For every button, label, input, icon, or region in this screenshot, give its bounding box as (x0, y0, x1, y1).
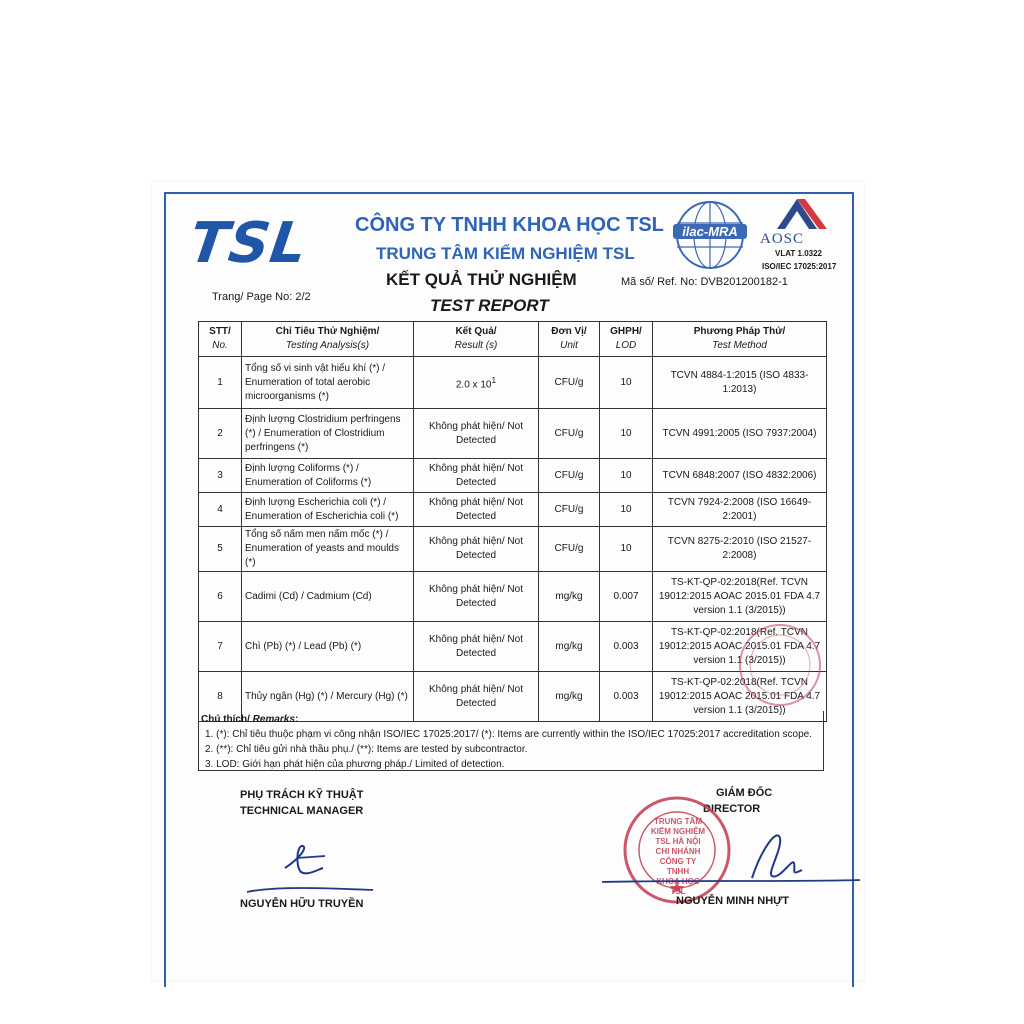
table-row (199, 409, 827, 459)
row-method: TCVN 4884-1:2015 (ISO 4833-1:2013) (653, 357, 827, 409)
row-analysis: Cadimi (Cd) / Cadmium (Cd) (242, 572, 414, 622)
remarks-heading: Chú thích/ Remarks: (201, 714, 299, 725)
row-analysis: Định lượng Clostridium perfringens (*) / Enumeration of Clostridium perfringens (*) (242, 409, 414, 459)
aosc-iso: ISO/IEC 17025:2017 (762, 262, 837, 271)
table-row (199, 493, 827, 527)
row-method: TCVN 4991:2005 (ISO 7937:2004) (653, 409, 827, 459)
row-method: TCVN 8275-2:2010 (ISO 21527-2:2008) (653, 527, 827, 572)
row-lod: 0.007 (600, 572, 653, 622)
director-title-en: DIRECTOR (703, 803, 761, 815)
report-title-vi: KẾT QUẢ THỬ NGHIỆM (386, 270, 577, 289)
row-analysis: Định lượng Coliforms (*) / Enumeration of Coliforms (*) (242, 459, 414, 493)
ilac-mra-label: ilac-MRA (673, 224, 747, 239)
row-lod: 0.003 (600, 622, 653, 672)
row-analysis: Tổng số nấm men nấm mốc (*) / Enumeration of yeasts and moulds (*) (242, 527, 414, 572)
row-unit: CFU/g (539, 357, 600, 409)
header-lod: GHPH/ LOD (600, 322, 653, 357)
technical-manager-title-vi: PHỤ TRÁCH KỸ THUẬT (240, 789, 364, 801)
row-unit: mg/kg (539, 622, 600, 672)
row-unit: mg/kg (539, 672, 600, 722)
table-row (199, 527, 827, 572)
row-lod: 0.003 (600, 672, 653, 722)
aosc-vlat: VLAT 1.0322 (775, 249, 822, 258)
table-row (199, 459, 827, 493)
row-lod: 10 (600, 493, 653, 527)
row-result: Không phát hiện/ Not Detected (414, 622, 539, 672)
row-unit: CFU/g (539, 459, 600, 493)
table-header-row (199, 322, 827, 357)
row-result: Không phát hiện/ Not Detected (414, 672, 539, 722)
row-result: Không phát hiện/ Not Detected (414, 459, 539, 493)
table-row (199, 622, 827, 672)
row-unit: CFU/g (539, 409, 600, 459)
technical-manager-title-en: TECHNICAL MANAGER (240, 805, 364, 817)
remarks-box (198, 711, 824, 771)
remark-item: 2. (**): Chỉ tiêu gửi nhà thầu phụ./ (**): Items are tested by subcontractor. (205, 744, 528, 755)
row-method: TS-KT-QP-02:2018(Ref. TCVN 19012:2015 AOAC 2015.01 FDA 4.7 version 1.1 (3/2015)) (653, 622, 827, 672)
table-row (199, 357, 827, 409)
seal-text: TRUNG TÂM KIỂM NGHIỆM TSL HÀ NỘI CHI NHÁNH CÔNG TY TNHH KHOA HỌC TSL (650, 817, 706, 896)
report-title-en: TEST REPORT (430, 296, 549, 315)
row-result: Không phát hiện/ Not Detected (414, 409, 539, 459)
remark-item: 1. (*): Chỉ tiêu thuộc phạm vi công nhận ISO/IEC 17025:2017/ (*): Items are currently within the ISO/IEC 17025:2017 accreditation scope. (205, 729, 812, 740)
row-method: TCVN 7924-2:2008 (ISO 16649-2:2001) (653, 493, 827, 527)
row-lod: 10 (600, 459, 653, 493)
row-no: 7 (199, 622, 242, 672)
header-no: STT/ No. (199, 322, 242, 357)
company-name: CÔNG TY TNHH KHOA HỌC TSL (355, 214, 664, 236)
row-no: 8 (199, 672, 242, 722)
row-analysis: Thủy ngân (Hg) (*) / Mercury (Hg) (*) (242, 672, 414, 722)
table-row (199, 572, 827, 622)
row-result: 2.0 x $10^1$ (414, 357, 539, 409)
row-no: 2 (199, 409, 242, 459)
row-result: Không phát hiện/ Not Detected (414, 493, 539, 527)
row-no: 3 (199, 459, 242, 493)
row-result: Không phát hiện/ Not Detected (414, 572, 539, 622)
row-no: 4 (199, 493, 242, 527)
row-lod: 10 (600, 409, 653, 459)
header-method: Phương Pháp Thử/ Test Method (653, 322, 827, 357)
row-result: Không phát hiện/ Not Detected (414, 527, 539, 572)
technical-manager-signature (245, 838, 375, 898)
row-unit: CFU/g (539, 493, 600, 527)
director-name: NGUYỄN MINH NHỰT (676, 895, 790, 907)
page-number: Trang/ Page No: 2/2 (212, 291, 311, 303)
center-name: TRUNG TÂM KIỂM NGHIỆM TSL (376, 244, 635, 263)
director-signature (602, 818, 862, 898)
partial-stamp-icon (735, 610, 825, 720)
row-method: TS-KT-QP-02:2018(Ref. TCVN 19012:2015 AOAC 2015.01 FDA 4.7 version 1.1 (3/2015)) (653, 572, 827, 622)
row-no: 5 (199, 527, 242, 572)
row-method: TS-KT-QP-02:2018(Ref. TCVN 19012:2015 AOAC 2015.01 FDA 4.7 version 1.1 (3/2015)) (653, 672, 827, 722)
technical-manager-name: NGUYỄN HỮU TRUYỀN (240, 898, 364, 910)
row-no: 6 (199, 572, 242, 622)
row-analysis: Chì (Pb) (*) / Lead (Pb) (*) (242, 622, 414, 672)
row-no: 1 (199, 357, 242, 409)
row-unit: CFU/g (539, 527, 600, 572)
row-analysis: Tổng số vi sinh vật hiếu khí (*) / Enumeration of total aerobic microorganisms (*) (242, 357, 414, 409)
director-title-vi: GIÁM ĐỐC (716, 787, 773, 799)
row-unit: mg/kg (539, 572, 600, 622)
row-lod: 10 (600, 527, 653, 572)
row-method: TCVN 6848:2007 (ISO 4832:2006) (653, 459, 827, 493)
row-analysis: Định lượng Escherichia coli (*) / Enumeration of Escherichia coli (*) (242, 493, 414, 527)
header-unit: Đơn Vị/ Unit (539, 322, 600, 357)
header-analysis: Chỉ Tiêu Thử Nghiệm/ Testing Analysis(s) (242, 322, 414, 357)
reference-number: Mã số/ Ref. No: DVB201200182-1 (621, 276, 788, 288)
row-lod: 10 (600, 357, 653, 409)
results-table (198, 321, 827, 722)
tsl-logo: TSL (185, 211, 312, 276)
remark-item: 3. LOD: Giới hạn phát hiện của phương pháp./ Limited of detection. (205, 759, 505, 770)
header-result: Kết Quả/ Result (s) (414, 322, 539, 357)
aosc-name: AOSC (760, 231, 805, 247)
